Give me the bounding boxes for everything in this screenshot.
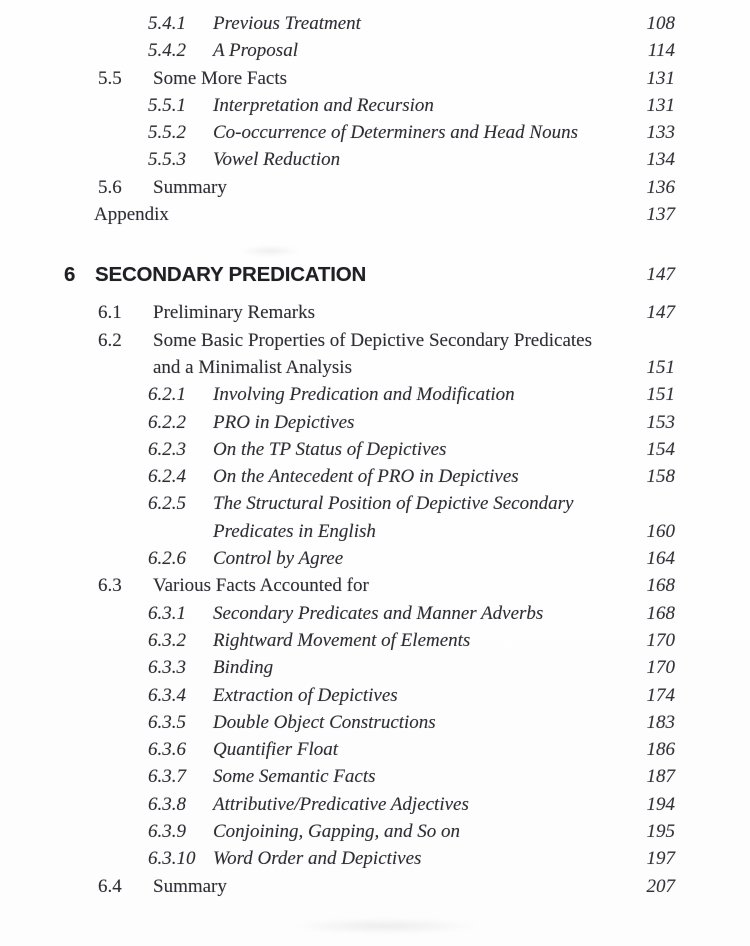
entry-page-number: 154 bbox=[646, 438, 675, 460]
toc-entry bbox=[0, 261, 750, 289]
toc-entry bbox=[0, 709, 750, 736]
entry-number: 5.5 bbox=[98, 67, 122, 89]
entry-number: 6.1 bbox=[98, 302, 122, 324]
entry-page-number: 131 bbox=[646, 67, 675, 89]
entry-page-number: 194 bbox=[646, 793, 675, 815]
entry-page-number: 183 bbox=[646, 711, 675, 733]
entry-title: Vowel Reduction bbox=[213, 149, 341, 171]
entry-number: 6.2.4 bbox=[148, 466, 186, 488]
entry-title: Extraction of Depictives bbox=[213, 684, 398, 706]
entry-number: 5.5.2 bbox=[148, 122, 186, 144]
entry-page-number: 186 bbox=[646, 739, 675, 761]
toc-entry bbox=[0, 791, 750, 818]
toc-entry bbox=[0, 463, 750, 490]
entry-number: 6.3.9 bbox=[148, 821, 186, 843]
entry-title: Word Order and Depictives bbox=[213, 848, 422, 870]
entry-title: Attributive/Predicative Adjectives bbox=[213, 793, 469, 815]
entry-number: 6.3 bbox=[98, 575, 122, 597]
entry-number: 6.2.2 bbox=[148, 411, 186, 433]
toc-entry bbox=[0, 299, 750, 326]
toc-entry bbox=[0, 436, 750, 463]
toc-entry bbox=[0, 37, 750, 64]
entry-page-number: 158 bbox=[646, 466, 675, 488]
entry-title: A Proposal bbox=[213, 40, 298, 62]
entry-number: 5.6 bbox=[98, 176, 122, 198]
toc-entry bbox=[0, 146, 750, 173]
entry-title: Preliminary Remarks bbox=[153, 302, 315, 324]
entry-number: 6.3.5 bbox=[148, 711, 186, 733]
entry-title: Conjoining, Gapping, and So on bbox=[213, 821, 461, 843]
entry-page-number: 170 bbox=[646, 657, 675, 679]
entry-title: Rightward Movement of Elements bbox=[213, 629, 471, 651]
entry-title: Quantifier Float bbox=[213, 739, 339, 761]
toc-entry bbox=[0, 845, 750, 872]
entry-title: Appendix bbox=[94, 204, 169, 226]
entry-page-number: 147 bbox=[646, 302, 675, 324]
toc-entry bbox=[0, 327, 750, 354]
entry-number: 5.4.1 bbox=[148, 13, 186, 34]
entry-page-number: 195 bbox=[646, 821, 675, 843]
entry-page-number: 160 bbox=[646, 520, 675, 542]
entry-number: 6.3.3 bbox=[148, 657, 186, 679]
toc-entry bbox=[0, 174, 750, 201]
toc-entry bbox=[0, 201, 750, 228]
entry-page-number: 151 bbox=[646, 384, 675, 406]
entry-number: 6.3.10 bbox=[148, 848, 196, 870]
toc-entry bbox=[0, 119, 750, 146]
entry-title: Some Basic Properties of Depictive Secondary Predicates bbox=[153, 329, 592, 351]
entry-number: 6.3.4 bbox=[148, 684, 186, 706]
toc-entry bbox=[0, 409, 750, 436]
entry-number: 6.3.2 bbox=[148, 629, 186, 651]
entry-title: Secondary Predicates and Manner Adverbs bbox=[213, 602, 544, 624]
toc-entry bbox=[0, 545, 750, 572]
entry-title: Various Facts Accounted for bbox=[153, 575, 369, 597]
toc-entry-continuation bbox=[0, 354, 750, 381]
entry-title: Co-occurrence of Determiners and Head Nouns bbox=[213, 122, 578, 144]
entry-number: 6.3.8 bbox=[148, 793, 186, 815]
toc-entry bbox=[0, 10, 750, 37]
entry-page-number: 151 bbox=[646, 356, 675, 378]
toc-list bbox=[0, 10, 750, 900]
entry-number: 6.3.1 bbox=[148, 602, 186, 624]
toc-entry bbox=[0, 490, 750, 517]
entry-title: Some More Facts bbox=[153, 67, 288, 89]
entry-page-number: 147 bbox=[646, 264, 675, 286]
entry-title: On the TP Status of Depictives bbox=[213, 438, 447, 460]
entry-title: On the Antecedent of PRO in Depictives bbox=[213, 466, 519, 488]
toc-entry bbox=[0, 818, 750, 845]
entry-title: Some Semantic Facts bbox=[213, 766, 376, 788]
entry-title-line2: and a Minimalist Analysis bbox=[153, 356, 352, 378]
toc-entry bbox=[0, 600, 750, 627]
toc-entry-continuation bbox=[0, 518, 750, 545]
entry-number: 6.2.5 bbox=[148, 493, 186, 515]
entry-title: Summary bbox=[153, 875, 227, 897]
entry-title: PRO in Depictives bbox=[213, 411, 355, 433]
toc-entry bbox=[0, 736, 750, 763]
entry-number: 6.3.6 bbox=[148, 739, 186, 761]
scan-artifact bbox=[290, 918, 480, 934]
entry-number: 6.2 bbox=[98, 329, 122, 351]
entry-title: Involving Predication and Modification bbox=[213, 384, 515, 406]
entry-page-number: 114 bbox=[647, 40, 675, 62]
entry-title: Binding bbox=[213, 657, 274, 679]
entry-page-number: 137 bbox=[646, 204, 675, 226]
toc-entry bbox=[0, 682, 750, 709]
entry-page-number: 153 bbox=[646, 411, 675, 433]
entry-page-number: 133 bbox=[646, 122, 675, 144]
entry-page-number: 134 bbox=[646, 149, 675, 171]
entry-page-number: 197 bbox=[646, 848, 675, 870]
toc-entry bbox=[0, 572, 750, 599]
entry-page-number: 164 bbox=[646, 548, 675, 570]
entry-title-line2: Predicates in English bbox=[213, 520, 376, 542]
entry-number: 6.2.1 bbox=[148, 384, 186, 406]
entry-page-number: 108 bbox=[646, 13, 675, 34]
toc-entry bbox=[0, 654, 750, 681]
entry-number: 6 bbox=[64, 263, 76, 287]
entry-number: 5.5.3 bbox=[148, 149, 186, 171]
entry-title: The Structural Position of Depictive Secondary bbox=[213, 493, 574, 515]
entry-title: Previous Treatment bbox=[213, 13, 361, 34]
entry-number: 5.4.2 bbox=[148, 40, 186, 62]
entry-page-number: 131 bbox=[646, 94, 675, 116]
toc-entry bbox=[0, 627, 750, 654]
toc-entry bbox=[0, 381, 750, 408]
entry-page-number: 187 bbox=[646, 766, 675, 788]
entry-page-number: 207 bbox=[646, 875, 675, 897]
entry-title: Summary bbox=[153, 176, 227, 198]
entry-page-number: 170 bbox=[646, 629, 675, 651]
entry-title: Double Object Constructions bbox=[213, 711, 436, 733]
entry-number: 6.2.6 bbox=[148, 548, 186, 570]
entry-title: Interpretation and Recursion bbox=[213, 94, 434, 116]
entry-number: 6.4 bbox=[98, 875, 122, 897]
entry-page-number: 174 bbox=[646, 684, 675, 706]
entry-page-number: 168 bbox=[646, 575, 675, 597]
entry-number: 6.2.3 bbox=[148, 438, 186, 460]
entry-page-number: 136 bbox=[646, 176, 675, 198]
toc-entry bbox=[0, 65, 750, 92]
entry-number: 5.5.1 bbox=[148, 94, 186, 116]
entry-title: SECONDARY PREDICATION bbox=[95, 263, 367, 287]
entry-title: Control by Agree bbox=[213, 548, 344, 570]
entry-page-number: 168 bbox=[646, 602, 675, 624]
toc-entry bbox=[0, 92, 750, 119]
toc-entry bbox=[0, 763, 750, 790]
entry-number: 6.3.7 bbox=[148, 766, 186, 788]
toc-entry bbox=[0, 873, 750, 900]
